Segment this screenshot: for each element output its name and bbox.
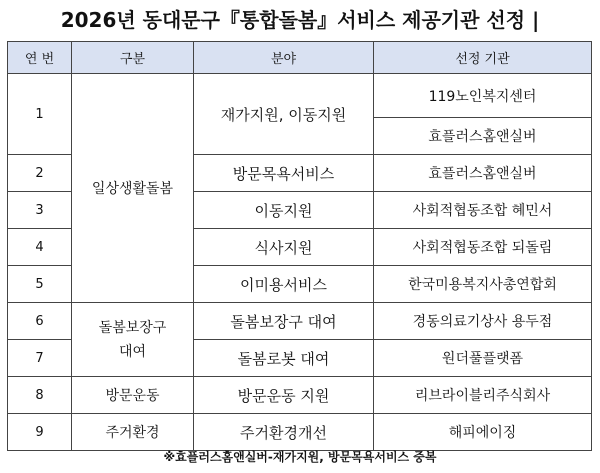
group-cell: 방문운동 — [72, 377, 194, 414]
field-cell: 돌봄보장구 대여 — [194, 303, 374, 340]
field-cell: 재가지원, 이동지원 — [194, 74, 374, 155]
group-cell: 주거환경 — [72, 414, 194, 451]
group-daily-care: 일상생활돌봄 — [72, 74, 194, 303]
row-number: 3 — [8, 192, 72, 229]
field-cell: 식사지원 — [194, 229, 374, 266]
field-cell: 돌봄로봇 대여 — [194, 340, 374, 377]
row-number: 2 — [8, 155, 72, 192]
org-cell: 119노인복지센터 — [374, 74, 592, 118]
row-number: 5 — [8, 266, 72, 303]
group-equipment-line1: 돌봄보장구 — [98, 319, 167, 336]
table-row — [8, 377, 592, 414]
org-cell: 사회적협동조합 혜민서 — [374, 192, 592, 229]
org-cell: 리브라이블리주식회사 — [374, 377, 592, 414]
header-group: 구분 — [72, 42, 194, 74]
org-cell: 한국미용복지사총연합회 — [374, 266, 592, 303]
org-cell: 해피에이징 — [374, 414, 592, 451]
table-row — [8, 303, 592, 340]
org-cell: 경동의료기상사 용두점 — [374, 303, 592, 340]
header-no: 연 번 — [8, 42, 72, 74]
table-row — [8, 414, 592, 451]
field-cell: 방문목욕서비스 — [194, 155, 374, 192]
field-cell: 이미용서비스 — [194, 266, 374, 303]
field-cell: 이동지원 — [194, 192, 374, 229]
group-equipment-line2: 대여 — [118, 343, 147, 360]
row-number: 4 — [8, 229, 72, 266]
provider-table — [7, 41, 592, 451]
document-title: 2026년 동대문구『통합돌봄』서비스 제공기관 선정 | — [60, 8, 540, 32]
org-cell: 효플러스홈앤실버 — [374, 118, 592, 155]
org-cell: 효플러스홈앤실버 — [374, 155, 592, 192]
header-org: 선정 기관 — [374, 42, 592, 74]
group-equipment — [72, 303, 194, 377]
field-cell: 주거환경개선 — [194, 414, 374, 451]
field-cell: 방문운동 지원 — [194, 377, 374, 414]
row-number: 1 — [8, 74, 72, 155]
table-row — [8, 74, 592, 118]
row-number: 6 — [8, 303, 72, 340]
org-cell: 원더풀플랫폼 — [374, 340, 592, 377]
row-number: 7 — [8, 340, 72, 377]
header-field: 분야 — [194, 42, 374, 74]
footnote: ※효플러스홈앤실버-재가지원, 방문목욕서비스 중복 — [163, 450, 437, 464]
row-number: 9 — [8, 414, 72, 451]
row-number: 8 — [8, 377, 72, 414]
table-header-row — [8, 42, 592, 74]
org-cell: 사회적협동조합 되돌림 — [374, 229, 592, 266]
